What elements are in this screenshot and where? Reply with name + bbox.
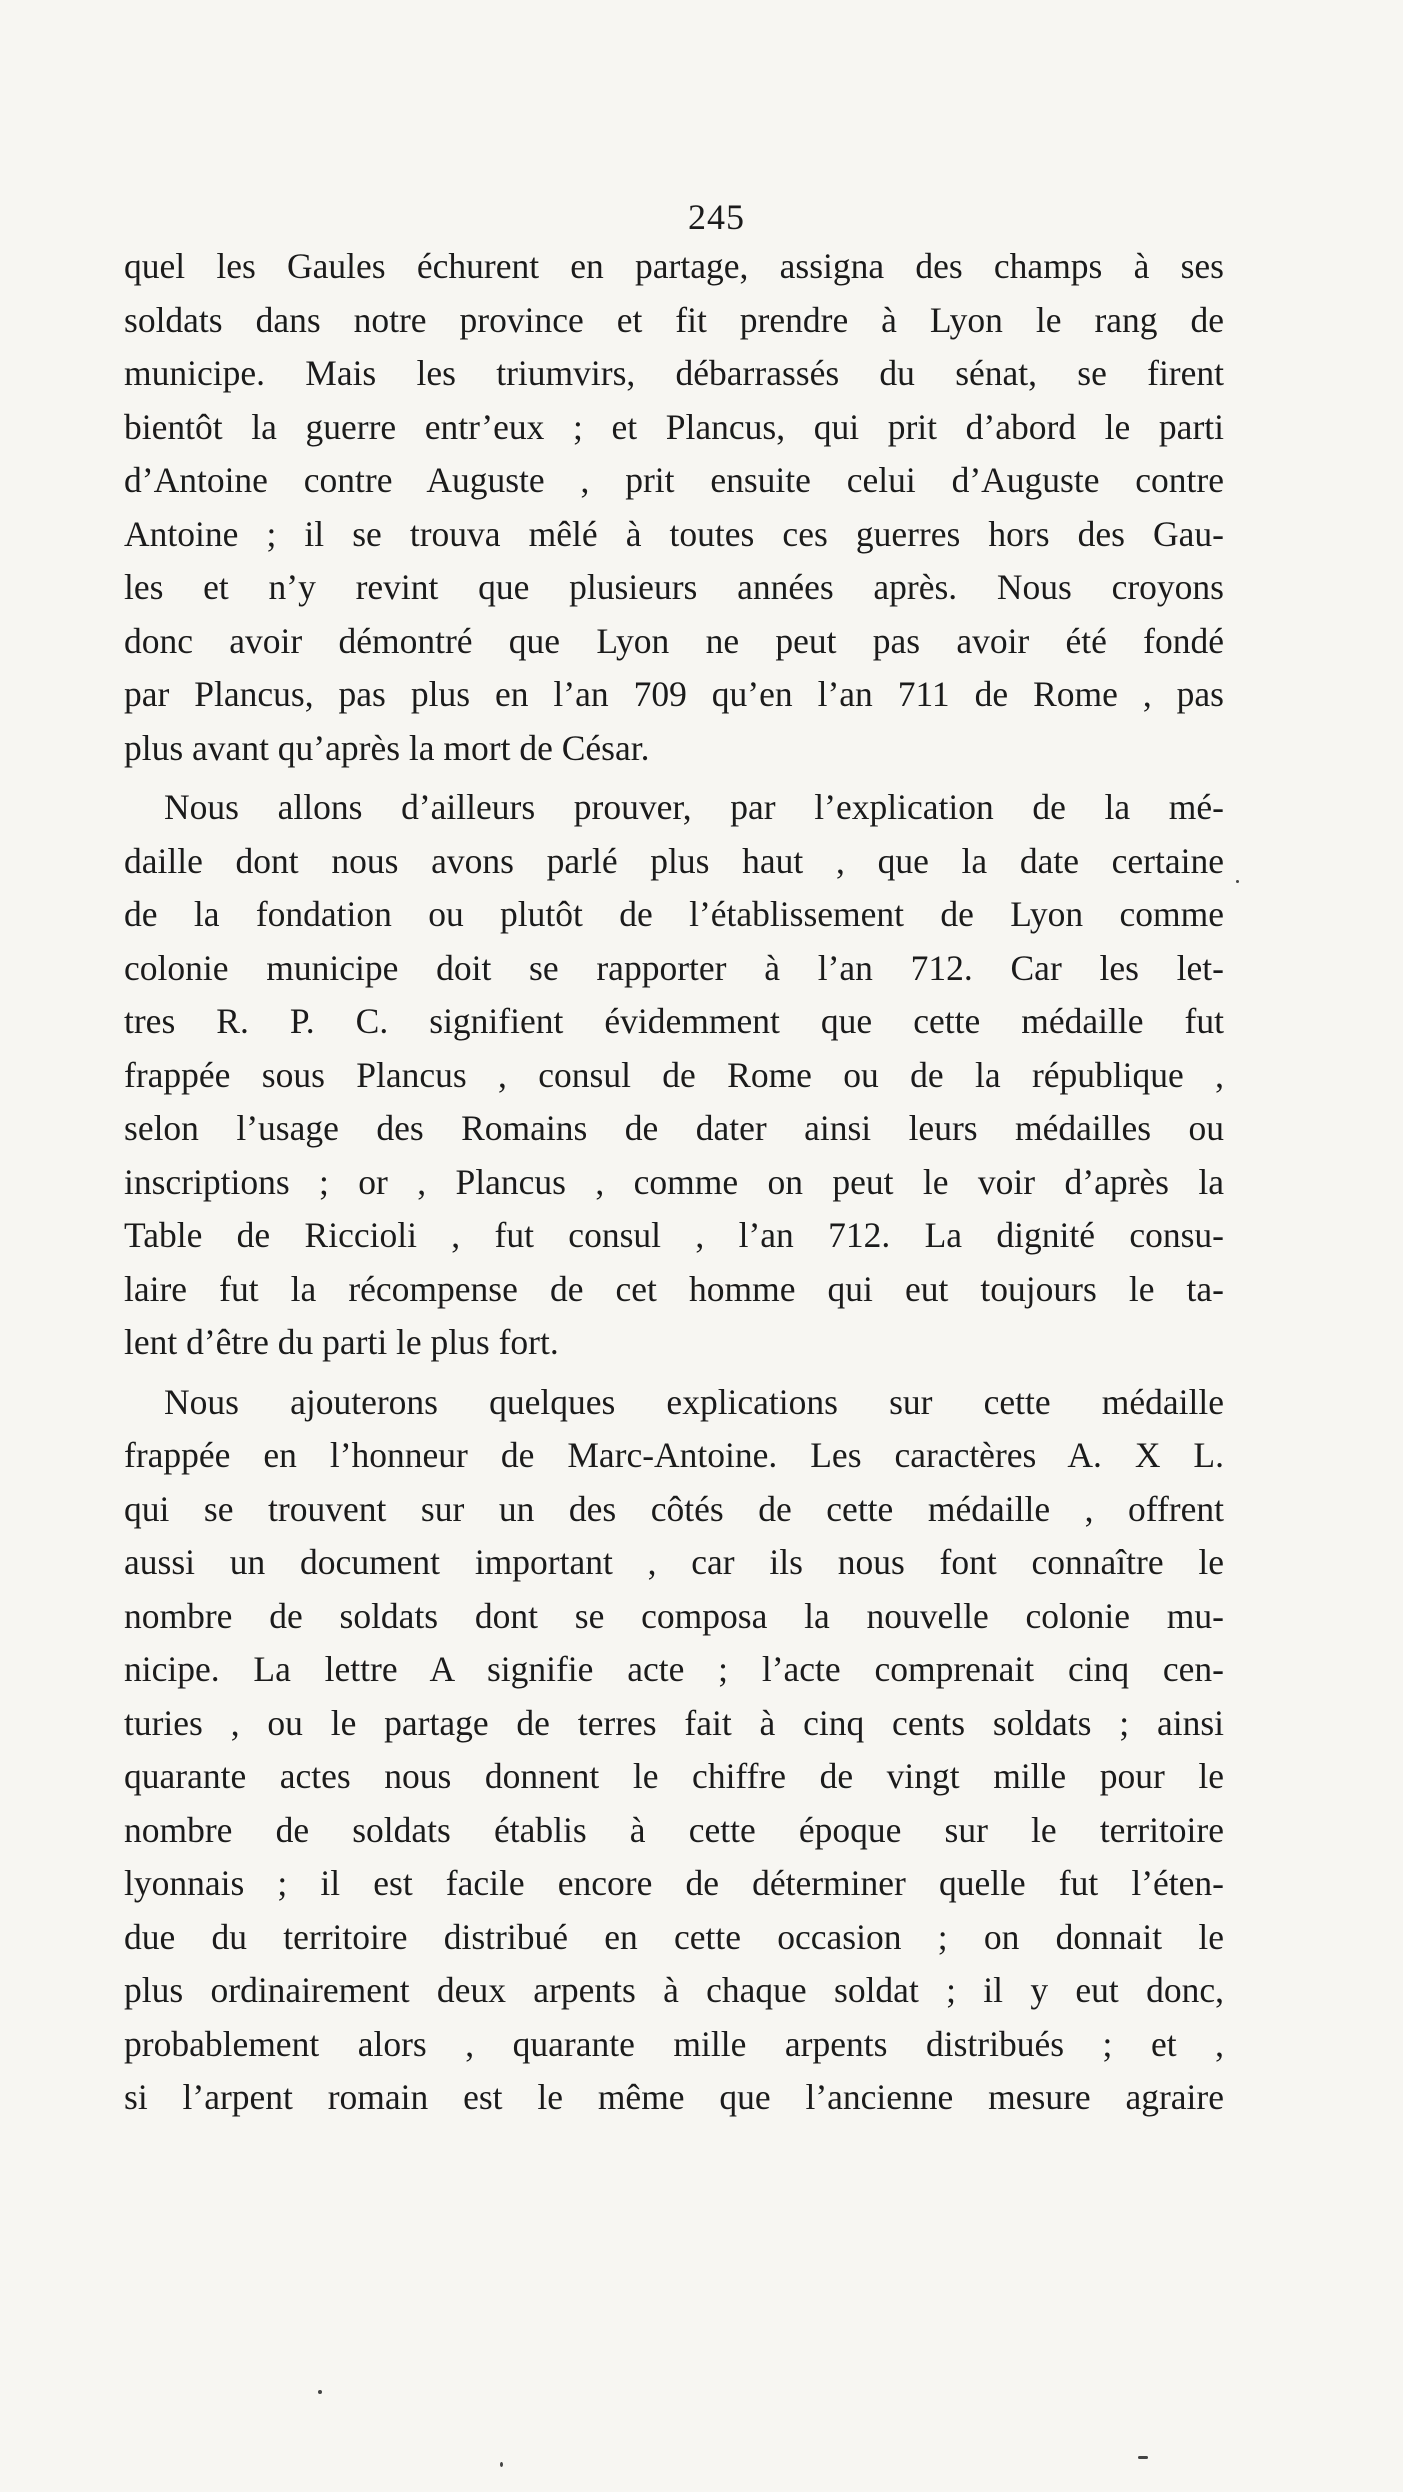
text-line: quarante actes nous donnent le chiffre de vingt mille pour le [124,1756,1224,1796]
text-line: nombre de soldats dont se composa la nouvelle colonie mu- [124,1595,1224,1636]
text-line: de la fondation ou plutôt de l’établissement de Lyon comme [124,894,1224,934]
body-text [124,240,1224,2125]
text-line: probablement alors , quarante mille arpents distribués ; et , [124,2023,1224,2064]
scan-speck [500,2462,503,2467]
text-line: frappée sous Plancus , consul de Rome ou de la république , [124,1054,1224,1095]
text-line: donc avoir démontré que Lyon ne peut pas avoir été fondé [124,620,1224,661]
text-line: d’Antoine contre Auguste , prit ensuite celui d’Auguste contre [124,460,1224,500]
text-line: si l’arpent romain est le même que l’ancienne mesure agraire [124,2077,1224,2117]
text-line: turies , ou le partage de terres fait à cinq cents soldats ; ainsi [124,1702,1224,1743]
scan-speck [1138,2456,1148,2459]
paragraph-3 [124,1376,1224,2125]
text-line: lent d’être du parti le plus fort. [124,1322,559,1362]
text-line: Antoine ; il se trouva mêlé à toutes ces guerres hors des Gau- [124,513,1224,554]
text-line: nicipe. La lettre A signifie acte ; l’acte comprenait cinq cen- [124,1649,1224,1689]
text-line: qui se trouvent sur un des côtés de cette médaille , offrent [124,1488,1224,1529]
paragraph-2 [124,781,1224,1370]
text-line: les et n’y revint que plusieurs années après. Nous croyons [124,567,1224,607]
text-line: aussi un document important , car ils nous font connaître le [124,1542,1224,1582]
text-line: Nous ajouterons quelques explications sur cette médaille [164,1381,1224,1422]
text-line: bientôt la guerre entr’eux ; et Plancus, qui prit d’abord le parti [124,406,1224,447]
text-line: inscriptions ; or , Plancus , comme on peut le voir d’après la [124,1161,1224,1202]
scan-speck [318,2390,322,2394]
text-line: selon l’usage des Romains de dater ainsi leurs médailles ou [124,1108,1224,1148]
text-line: frappée en l’honneur de Marc-Antoine. Les caractères A. X L. [124,1435,1224,1475]
paragraph-1 [124,240,1224,775]
text-line: soldats dans notre province et fit prendre à Lyon le rang de [124,299,1224,340]
text-line: par Plancus, pas plus en l’an 709 qu’en l’an 711 de Rome , pas [124,674,1224,714]
text-line: due du territoire distribué en cette occasion ; on donnait le [124,1916,1224,1957]
text-line: colonie municipe doit se rapporter à l’an 712. Car les let- [124,947,1224,988]
text-line: lyonnais ; il est facile encore de déterminer quelle fut l’éten- [124,1863,1224,1903]
text-line: daille dont nous avons parlé plus haut , que la date certaine [124,840,1224,881]
scan-speck [1236,880,1239,883]
text-line: plus ordinairement deux arpents à chaque soldat ; il y eut donc, [124,1970,1224,2010]
text-line: quel les Gaules échurent en partage, assigna des champs à ses [124,246,1224,286]
text-line: Table de Riccioli , fut consul , l’an 712. La dignité consu- [124,1215,1224,1255]
text-line: municipe. Mais les triumvirs, débarrassés du sénat, se firent [124,353,1224,393]
text-line: nombre de soldats établis à cette époque sur le territoire [124,1809,1224,1850]
text-line: Nous allons d’ailleurs prouver, par l’explication de la mé- [164,787,1224,827]
text-line: plus avant qu’après la mort de César. [124,727,650,768]
text-line: laire fut la récompense de cet homme qui eut toujours le ta- [124,1268,1224,1309]
page-number: 245 [688,197,745,237]
text-line: tres R. P. C. signifient évidemment que cette médaille fut [124,1001,1224,1041]
